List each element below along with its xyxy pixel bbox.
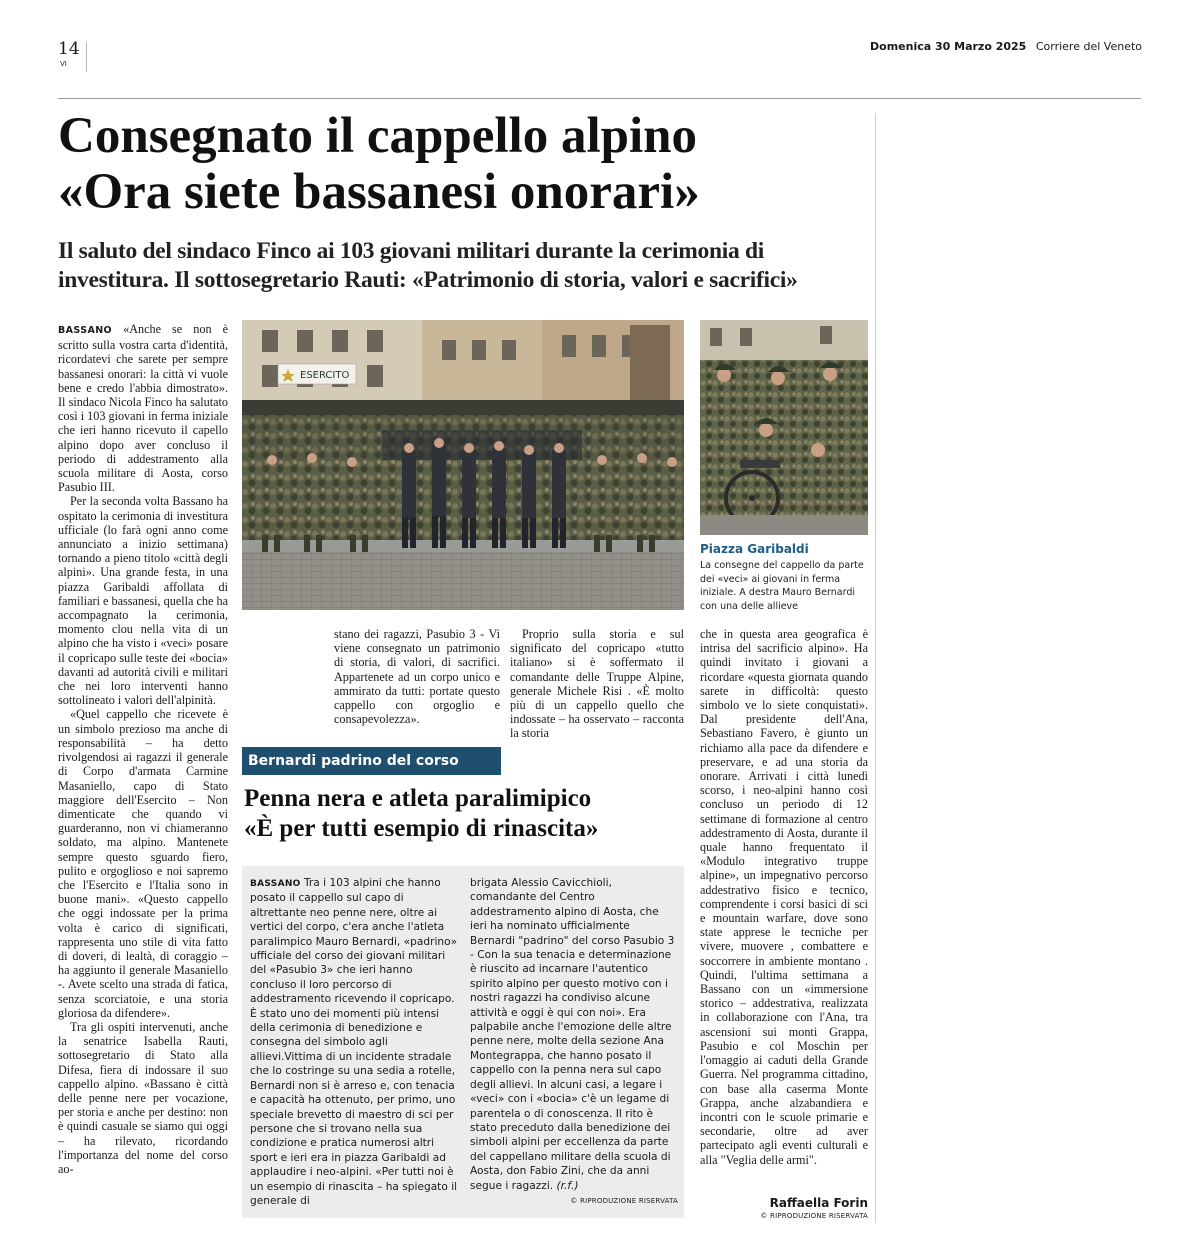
- photo-caption-title: Piazza Garibaldi: [700, 542, 809, 556]
- author-byline: Raffaella Forin: [769, 1196, 868, 1210]
- article-column-4: [700, 627, 868, 1167]
- paragraph: Proprio sulla storia e sul significato del copricapo «tutto italiano» si è soffermato il comandante delle Truppe Alpine, generale Michele Risi . «È molto più di un cappello quello che indossate – ha osservato – racconta la storia: [510, 627, 684, 741]
- paragraph: Tra gli ospiti intervenuti, anche la senatrice Isabella Rauti, sottosegretario di Stato alla Difesa, fiera di indossare il suo cappello alpino. «Bassano è città delle penne nere per vocazione, per storia e anche per destino: non è quindi casuale se siamo qui oggi – ha rilevato, ricordando l'importanza del nome del corso ao-: [58, 1019, 228, 1176]
- column-rule: [875, 113, 876, 1223]
- sidebar-title: [244, 784, 684, 844]
- sidebar-column-1: BASSANO Tra i 103 alpini che hanno posato il cappello sul capo di altrettante neo penne nere, oltre ai vertici del corpo, c'era anche l'atleta paralimpico Mauro Bernardi, «padrino» ufficiale del corso dei giovani militari del «Pasubio 3» che ieri hanno concluso il loro percorso di addestramento ricevendo il copricapo. È stato uno dei momenti più intensi della cerimonia di benedizione e consegna del simbolo agli allievi.Vittima di un incidente stradale che lo costringe su una sedia a rotelle, Bernardi non si è arreso e, con tenacia e capacità ha ottenuto, per primo, uno speciale brevetto di maestro di sci per persone che si trovano nella sua condizione e pratica numerosi altri sport e ieri era in piazza Garibaldi ad applaudire i neo-alpini. «Per tutti noi è un esempio di rinascita – ha spiegato il generale di: [250, 877, 458, 1207]
- article-title-line-1: Consegnato il cappello alpino: [58, 108, 698, 164]
- paragraph: stano dei ragazzi, Pasubio 3 - Vi viene consegnato un patrimonio di storia, di valori, di sacrifici. Appartenete ad un corpo unico e ammirato da tutti: portate questo cappello con orgoglio e consapevolezza».: [334, 627, 500, 727]
- sidebar-title-line-2: «È per tutti esempio di rinascita»: [244, 815, 599, 842]
- page-number: 14: [58, 39, 80, 59]
- newspaper-name: Corriere del Veneto: [1035, 40, 1142, 53]
- photo-caption-text: La consegne del cappello da parte dei «veci» ai giovani in ferma iniziale. A destra Mauro Bernardi con una delle allieve: [700, 560, 864, 612]
- paragraph: BASSANO «Anche se non è scritto sulla vostra carta d'identità, ricordatevi che sarete per sempre bassanesi onorari: la città vi vuole bene e credo l'abbia dimostrato». Il sindaco Nicola Finco ha salutato così i 103 giovani in ferma iniziale che ieri hanno ricevuto il capello alpino dopo aver concluso il periodo di addestramento alla scuola militare di Aosta, corso Pasubio III.: [58, 322, 229, 495]
- paragraph: «Quel cappello che ricevete è un simbolo prezioso ma anche di responsabilità – ha detto rivolgendosi ai ragazzi il generale di Corpo d'armata Carmine Masaniello, capo di Stato maggiore dell'Esercito – Non dimenticate che quando vi guarderanno, non vi chiameranno soldato, ma alpino. Mantenete sempre questo sguardo fiero, pulito e orgoglioso e noi sapremo che l'Esercito e l'Italia sono in buone mani». «Questo cappello che oggi indossate per la prima volta è carico di significati, rappresenta uno stile di vita fatto di doveri, di lealtà, di coraggio – ha aggiunto il generale Masaniello -. Avete scelto una strada di fatica, senza scorciatoie, e una storia gloriosa da difendere».: [58, 707, 228, 1020]
- sidebar-copyright: © RIPRODUZIONE RISERVATA: [570, 1196, 678, 1205]
- sidebar-signature: (r.f.): [556, 1179, 579, 1192]
- article-column-2: [334, 627, 500, 726]
- section-code: VI: [60, 60, 67, 68]
- sidebar-tag: Bernardi padrino del corso: [242, 747, 501, 775]
- article-subtitle-line-2: investitura. Il sottosegretario Rauti: «Patrimonio di storia, valori e sacrifici»: [58, 267, 798, 293]
- header-info: [870, 40, 1142, 53]
- header-rule: [58, 98, 1141, 99]
- article-subtitle-line-1: Il saluto del sindaco Finco ai 103 giovani militari durante la cerimonia di: [58, 238, 765, 264]
- header-divider: [86, 42, 87, 72]
- sidebar-title-line-1: Penna nera e atleta paralimipico: [244, 785, 592, 812]
- copyright-notice: © RIPRODUZIONE RISERVATA: [760, 1212, 868, 1220]
- sidebar-dateline: BASSANO: [250, 879, 301, 889]
- sidebar-column-2: brigata Alessio Cavicchioli, comandante del Centro addestramento alpino di Aosta, che ieri ha nominato ufficialmente Bernardi "padrino" del corso Pasubio 3 - Con la sua tenacia e determinazione è riuscito ad incarnare l'autentico spirito alpino per questo motivo con i nostri ragazzi ha condiviso alcune attività e oggi è qui con noi». Era palpabile anche l'emozione delle altre penne nere, molte della sezione Ana Montegrappa, che hanno posato il cappello con la penna nera sul capo degli allievi. In alcuni casi, a legare i «veci» con i «bocia» c'è un legame di parentela o di conoscenza. Il rito è stato preceduto dalla benedizione dei simboli alpini per eccellenza da parte del cappellano militare della scuola di Aosta, don Fabio Zini, che da anni segue i ragazzi. (r.f.) © RIPRODUZIONE RISERVATA: [470, 876, 678, 1208]
- article-column-1: [58, 322, 228, 1176]
- article-title-line-2: «Ora siete bassanesi onorari»: [58, 164, 700, 220]
- main-photo: [242, 320, 684, 610]
- paragraph: Per la seconda volta Bassano ha ospitato la cerimonia di investitura ufficiale (lo farà ogni anno come annunciato a inizio settimana) tornando a pieno titolo «città degli alpini». Una grande festa, in una piazza Garibaldi affollata di familiari e bassanesi, quella che ha accompagnato la cerimonia, momento clou nella vita di un alpino che ha visto i «veci» posare il copricapo sulle teste dei «bocia» davanti ad autorità civili e militari che nei loro interventi hanno sottolineato i valori dell'alpinità.: [58, 494, 228, 708]
- article-title: [58, 108, 858, 220]
- article-column-3: [510, 627, 684, 741]
- issue-date: Domenica 30 Marzo 2025: [870, 40, 1027, 53]
- paragraph: che in questa area geografica è intrisa del sacrificio alpino». Ha quindi invitato i giovani a ricordare «questa giornata quando sarete in difficoltà: questo simbolo ve lo siete conquistati». Dal presidente dell'Ana, Sebastiano Favero, è giunto un richiamo alla pace da difendere e preservare, e ad una storia da onorare. Arrivati i città lunedì scorso, i neo-alpini hanno così concluso un periodo di 12 settimane di formazione al centro addestramento di Aosta, durante il quale hanno frequentato il «Modulo integrativo truppe alpine», un impegnativo percorso addestrativo fisico e tecnico, comprendente i corsi basici di sci e mountain warfare, dove sono state apprese le tecniche per vivere, muovere , combattere e soccorrere in ambiente montano . Quindi, l'ultima settimana a Bassano con un «immersione storico – addestrativa, realizzata in collaborazione con l'Ana, tra ascensioni sui monti Grappa, Pasubio e col Moschin per l'omaggio ai caduti della Grande Guerra. Nel programma cittadino, con base alla caserma Monte Grappa, anche alzabandiera e incontri con le scuole primarie e secondarie, oltre ad aver partecipato agli eventi culturali e alla "Veglia delle armi".: [700, 627, 868, 1167]
- article-subtitle: [58, 237, 870, 295]
- side-photo: [700, 320, 868, 535]
- dateline: BASSANO: [58, 325, 113, 336]
- banner-text: ESERCITO: [300, 370, 350, 381]
